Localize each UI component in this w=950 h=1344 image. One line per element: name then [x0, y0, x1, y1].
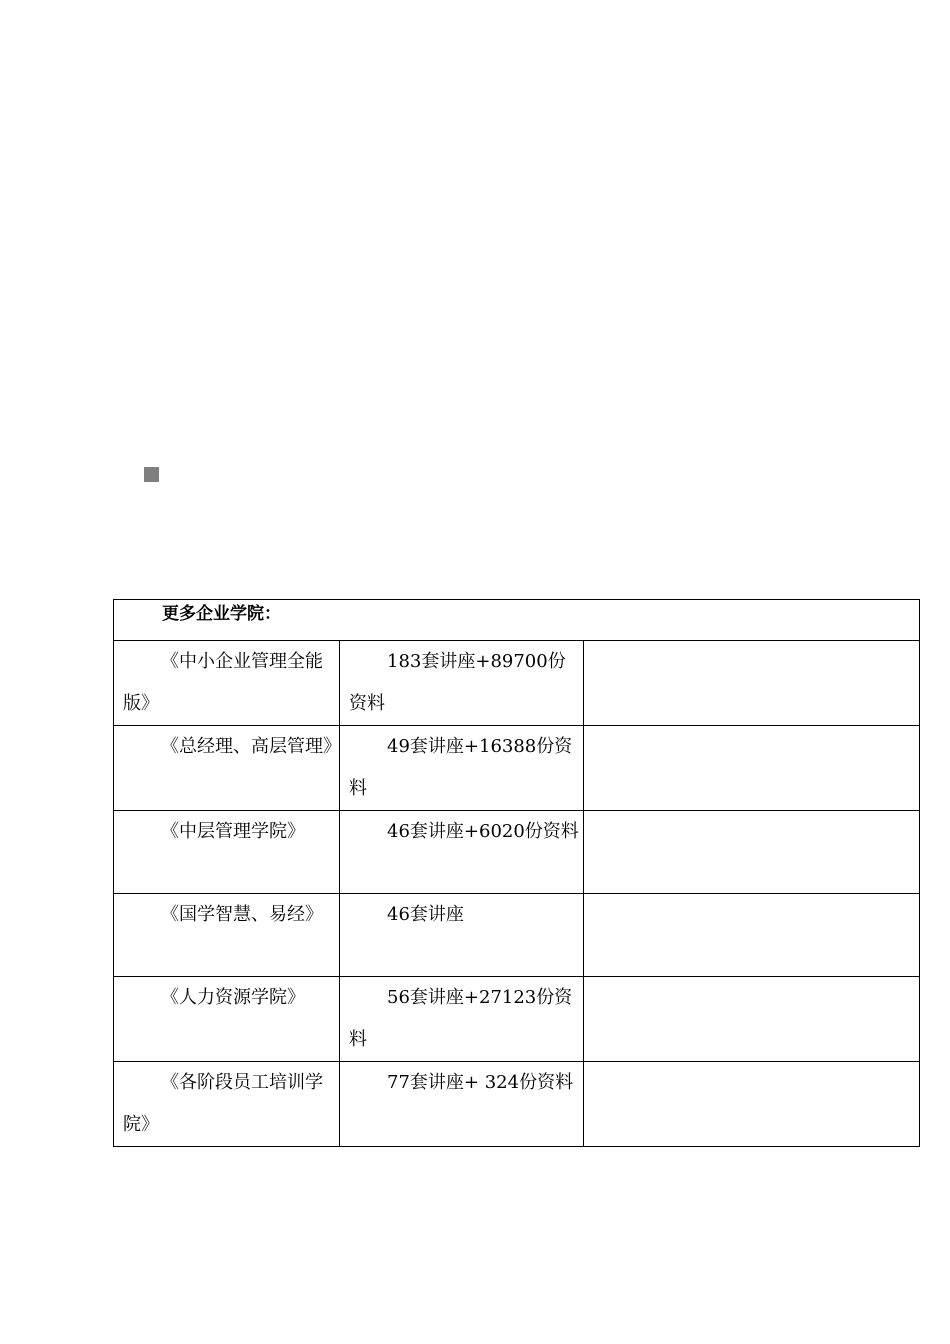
- enterprise-academy-table: [113, 599, 920, 1147]
- table-header-title: 更多企业学院：: [114, 600, 920, 641]
- academy-content-cell: [340, 811, 584, 894]
- academy-content-cell: [340, 641, 584, 726]
- academy-name: 《中小企业管理全能版》: [123, 651, 323, 714]
- academy-name: 《中层管理学院》: [161, 821, 305, 842]
- academy-name-cell: [114, 811, 340, 894]
- table-row: [114, 641, 920, 726]
- academy-content: 49套讲座+16388份资料: [349, 736, 573, 799]
- academy-extra-cell: [584, 1062, 920, 1147]
- academy-content: 183套讲座+89700份资料: [349, 651, 566, 714]
- academy-name: 《人力资源学院》: [161, 987, 305, 1008]
- academy-name-cell: [114, 726, 340, 811]
- academy-name-cell: [114, 977, 340, 1062]
- academy-name-cell: [114, 641, 340, 726]
- square-bullet-icon: [144, 467, 159, 482]
- table-row: [114, 726, 920, 811]
- academy-extra-cell: [584, 726, 920, 811]
- academy-extra-cell: [584, 811, 920, 894]
- academy-content-cell: [340, 1062, 584, 1147]
- academy-extra-cell: [584, 641, 920, 726]
- academy-name: 《各阶段员工培训学院》: [123, 1072, 323, 1135]
- academy-content: 46套讲座+6020份资料: [387, 821, 579, 842]
- academy-extra-cell: [584, 894, 920, 977]
- table-row: [114, 977, 920, 1062]
- table-row: [114, 811, 920, 894]
- academy-content-cell: [340, 977, 584, 1062]
- table-header-row: [114, 600, 920, 641]
- academy-content-cell: [340, 726, 584, 811]
- academy-content: 56套讲座+27123份资料: [349, 987, 573, 1050]
- academy-content: 77套讲座+ 324份资料: [387, 1072, 574, 1093]
- academy-content-cell: [340, 894, 584, 977]
- academy-name: 《国学智慧、易经》: [161, 904, 323, 925]
- academy-name: 《总经理、高层管理》: [161, 736, 341, 757]
- table-row: [114, 894, 920, 977]
- academy-content: 46套讲座: [387, 904, 464, 925]
- academy-name-cell: [114, 894, 340, 977]
- academy-name-cell: [114, 1062, 340, 1147]
- academy-extra-cell: [584, 977, 920, 1062]
- table-row: [114, 1062, 920, 1147]
